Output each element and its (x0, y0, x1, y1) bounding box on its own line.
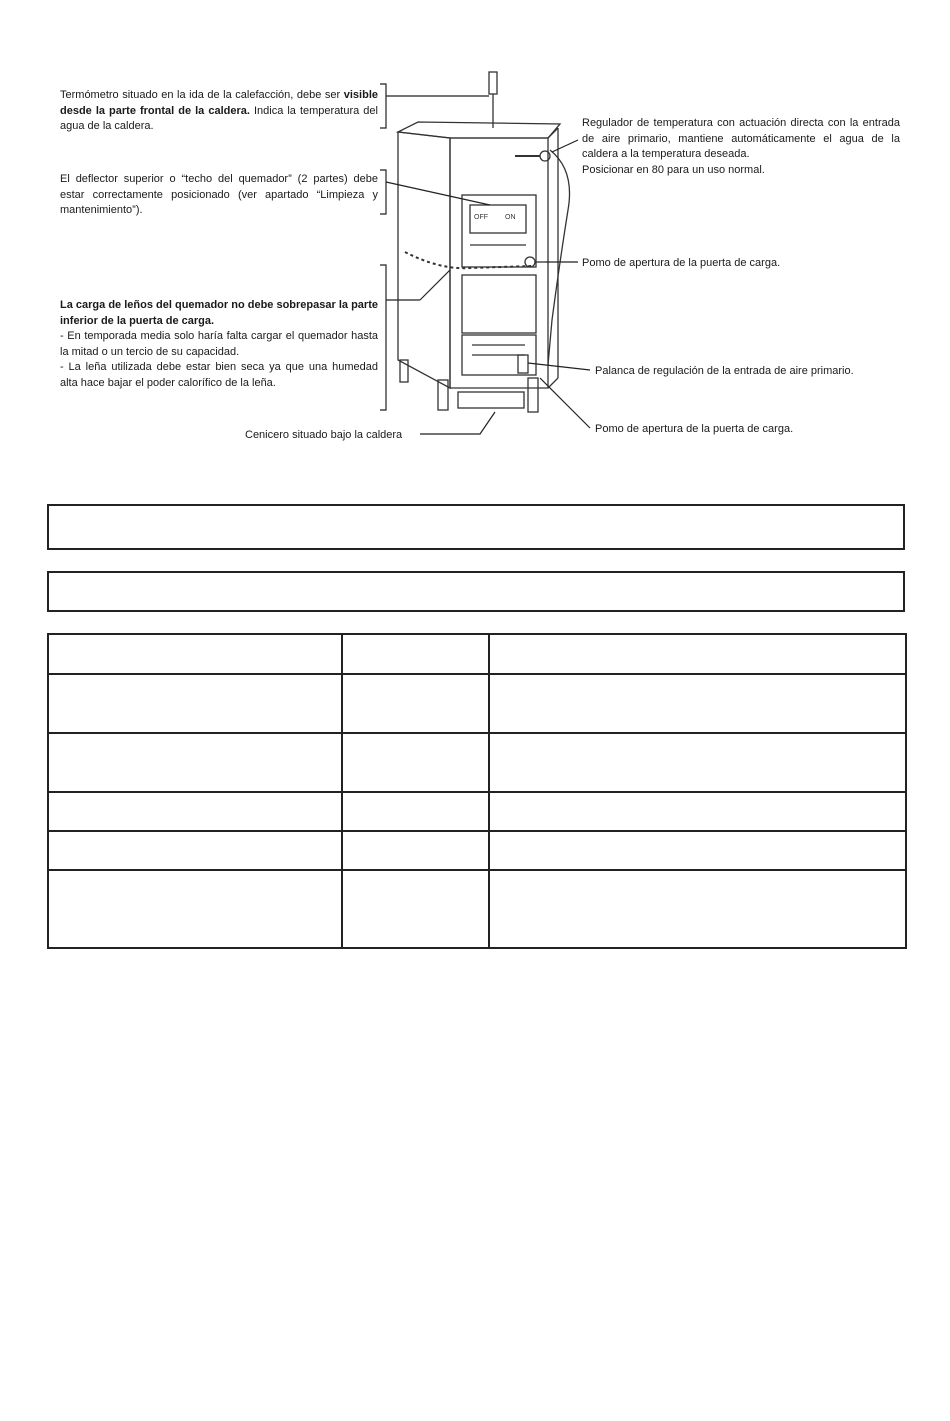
upper-knob-note (582, 256, 912, 272)
load-warning: La carga de leños del quemador no debe sobrepasar la parte inferior de la puerta de carga. (60, 299, 378, 327)
table-cell (489, 870, 906, 948)
table-cell (342, 674, 489, 733)
table-cell (489, 831, 906, 870)
table-cell (489, 733, 906, 792)
table-row (48, 634, 906, 674)
lower-knob-text: Pomo de apertura de la puerta de carga. (595, 423, 794, 435)
table-cell (48, 792, 342, 831)
lower-knob-note (595, 422, 925, 438)
empty-box-2 (47, 571, 905, 612)
thermometer-shape (489, 72, 497, 94)
table-cell (342, 733, 489, 792)
table-row (48, 674, 906, 733)
table-cell (342, 870, 489, 948)
load-note (60, 298, 378, 391)
thermometer-emphasis: visible desde la parte frontal de la caldera. (60, 89, 378, 117)
table-cell (48, 831, 342, 870)
ashtray-text: Cenicero situado bajo la caldera (245, 429, 403, 441)
lever-note (595, 364, 925, 380)
svg-text:ON: ON (505, 214, 516, 221)
table-row (48, 792, 906, 831)
regulator-setting-text: Posicionar en 80 para un uso normal. (582, 163, 765, 176)
deflector-note (60, 172, 378, 219)
boiler-front-panel (450, 138, 548, 388)
ashtray-shape (458, 392, 524, 408)
thermometer-note (60, 88, 378, 135)
table-cell (342, 634, 489, 674)
empty-table (47, 633, 907, 949)
lever-shape (518, 355, 528, 373)
table-cell (48, 870, 342, 948)
upper-knob-text: Pomo de apertura de la puerta de carga. (582, 257, 781, 269)
table-cell (342, 792, 489, 831)
ashtray-note (245, 428, 425, 444)
table-cell (48, 674, 342, 733)
regulator-text: Regulador de temperatura con actuación directa con la entrada de aire primario, mantiene automáticamente el agua de la caldera a la temperatura deseada. (582, 117, 900, 160)
lever-text: Palanca de regulación de la entrada de aire primario. (595, 365, 854, 377)
table-cell (489, 674, 906, 733)
table-cell (48, 733, 342, 792)
load-wood-text: - La leña utilizada debe estar bien seca ya que una humedad alta hace bajar el poder calorífico de la leña. (60, 361, 378, 389)
table-cell (489, 792, 906, 831)
deflector-text: El deflector superior o “techo del quemador” (2 partes) debe estar correctamente posicionado (ver apartado “Limpieza y mantenimiento”). (60, 173, 378, 216)
table-row (48, 870, 906, 948)
svg-text:OFF: OFF (474, 214, 488, 221)
table-cell (48, 634, 342, 674)
loading-door (462, 195, 536, 267)
thermometer-text: Termómetro situado en la ida de la calefacción, debe ser visible desde la parte frontal de la caldera. Indica la temperatura del agua de la caldera. (60, 89, 378, 132)
table-row (48, 831, 906, 870)
table-cell (489, 634, 906, 674)
load-season-text: - En temporada media solo haría falta cargar el quemador hasta la mitad o un tercio de su capacidad. (60, 330, 378, 358)
regulator-note (582, 116, 900, 178)
table-cell (342, 831, 489, 870)
table-row (48, 733, 906, 792)
boiler-diagram (0, 0, 950, 460)
empty-box-1 (47, 504, 905, 550)
